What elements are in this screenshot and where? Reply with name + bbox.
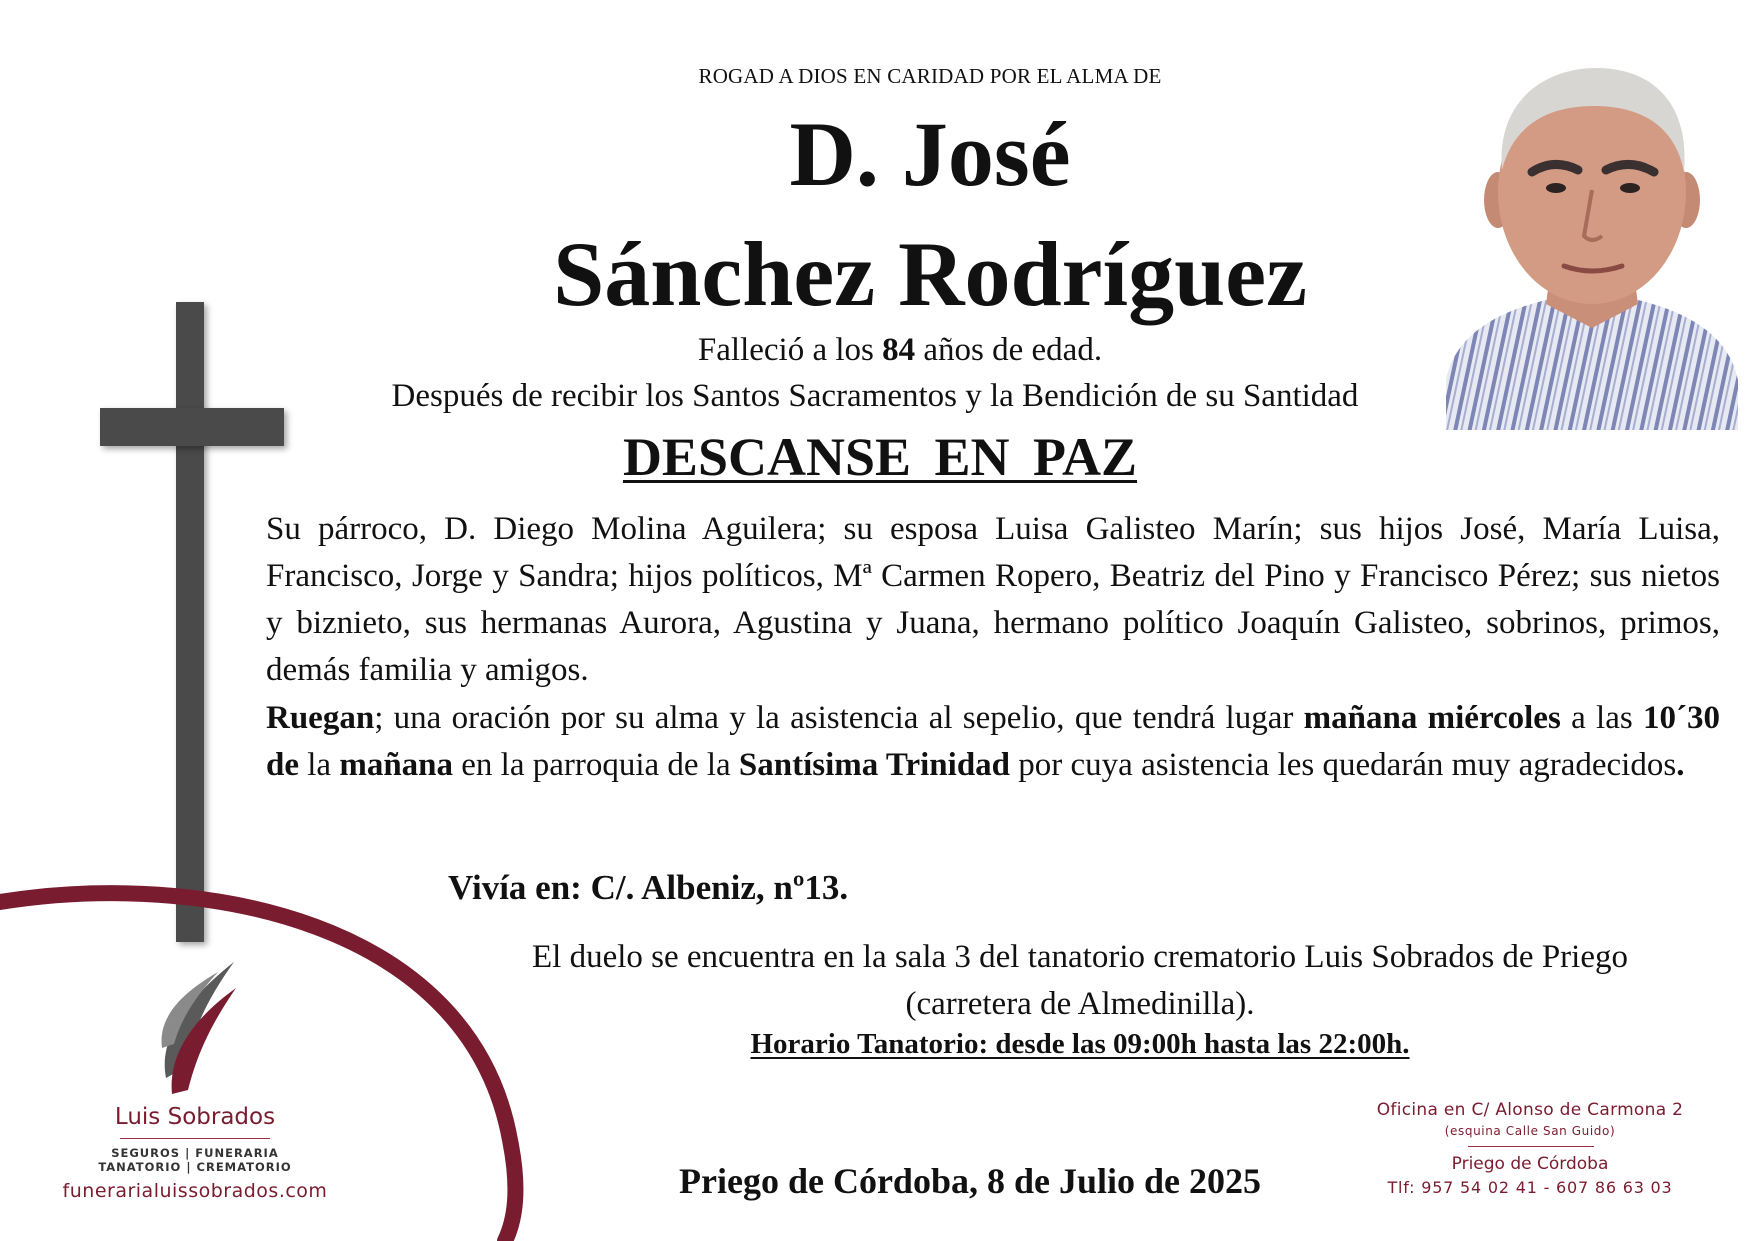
logo-name: Luis Sobrados [114, 1104, 276, 1130]
request-bold-5: Santísima Trinidad [738, 747, 1011, 783]
horario-text: Horario Tanatorio: desde las 09:00h hasta las 22:00h. [750, 1028, 1410, 1060]
office-city: Priego de Córdoba [1451, 1154, 1609, 1174]
office-phone: Tlf: 957 54 02 41 - 607 86 63 03 [1387, 1178, 1673, 1197]
date-line: Priego de Córdoba, 8 de Julio de 2025 [679, 1161, 1261, 1201]
cross-icon-arm [100, 408, 284, 446]
luis-sobrados-logo-icon [158, 958, 238, 1098]
logo-divider [120, 1138, 270, 1139]
age-line [400, 332, 1400, 369]
request-bold-1: Ruegan [266, 700, 375, 736]
duelo-line2: (carretera de Almedinilla). [905, 986, 1255, 1022]
age-value: 84 [882, 332, 916, 368]
rip-heading [560, 426, 1200, 488]
office-address: Oficina en C/ Alonso de Carmona 2 [1376, 1100, 1684, 1120]
office-corner: (esquina Calle San Guido) [1444, 1124, 1616, 1138]
request-bold-4: mañana [339, 747, 454, 783]
logo-services-1: SEGUROS | FUNERARIA [111, 1146, 279, 1160]
request-paragraph [266, 695, 1720, 789]
horario-line [430, 1028, 1730, 1061]
request-text-4: en la parroquia de la [453, 747, 739, 783]
deceased-name-line2: Sánchez Rodríguez [553, 223, 1307, 325]
request-bold-6: . [1676, 747, 1685, 783]
request-bold-2: mañana miércoles [1303, 700, 1561, 736]
rip-text: DESCANSE EN PAZ [622, 427, 1138, 487]
logo-website: funerarialuissobrados.com [62, 1180, 328, 1202]
request-bold-3: 10´30 de [266, 700, 1720, 783]
request-text-5: por cuya asistencia les quedarán muy agradecidos [1010, 747, 1677, 783]
prayer-header: ROGAD A DIOS EN CARIDAD POR EL ALMA DE [698, 64, 1162, 88]
request-text-1: ; una oración por su alma y la asistencia al sepelio, que tendrá lugar [374, 700, 1304, 736]
address-line: Vivía en: C/. Albeniz, nº13. [448, 868, 849, 907]
sacrament-line: Después de recibir los Santos Sacramentos y la Bendición de su Santidad [391, 378, 1359, 414]
family-paragraph: Su párroco, D. Diego Molina Aguilera; su esposa Luisa Galisteo Marín; sus hijos José, María Luisa, Francisco, Jorge y Sandra; hijos políticos, Mª Carmen Ropero, Beatriz del Pino y Francisco Pérez; sus nietos y biznieto, sus hermanas Aurora, Agustina y Juana, hermano político Joaquín Galisteo, sobrinos, primos, demás familia y amigos. [266, 511, 1720, 688]
age-suffix: años de edad. [915, 332, 1103, 368]
request-text-2: a las [1560, 700, 1643, 736]
cross-icon [176, 302, 204, 942]
logo-services-2: TANATORIO | CREMATORIO [98, 1160, 292, 1174]
duelo-info [430, 934, 1730, 1028]
request-text-3: la [299, 747, 340, 783]
office-divider [1468, 1146, 1594, 1147]
deceased-name-line1: D. José [789, 103, 1071, 205]
age-prefix: Falleció a los [697, 332, 883, 368]
duelo-line1: El duelo se encuentra en la sala 3 del tanatorio crematorio Luis Sobrados de Priego [532, 939, 1628, 975]
portrait-photo [1446, 60, 1738, 430]
